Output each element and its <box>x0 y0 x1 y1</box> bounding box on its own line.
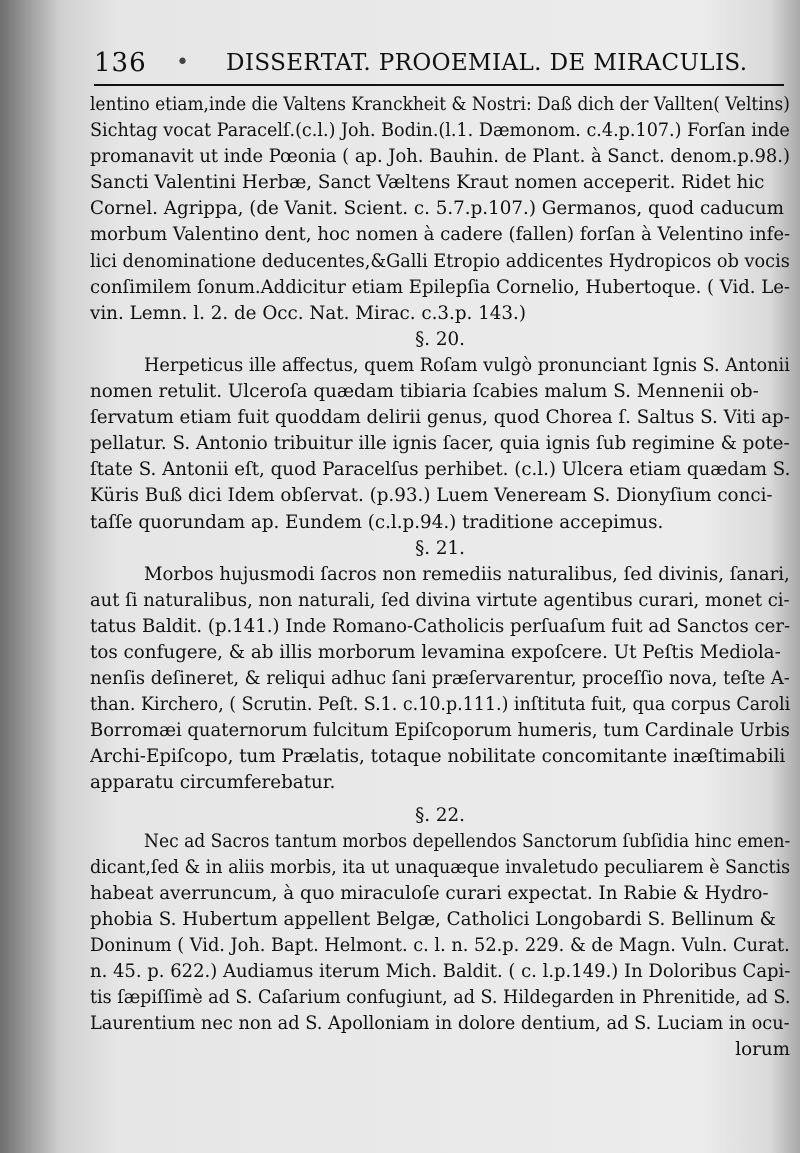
text-line: tatus Baldit. (p.141.) Inde Romano-Catholicis perſuaſum fuit ad Sanctos cer- <box>90 615 790 637</box>
text-line: Doninum ( Vid. Joh. Bapt. Helmont. c. l. n. 52.p. 229. & de Magn. Vuln. Curat. <box>90 935 790 956</box>
text-line: phobia S. Hubertum appellent Belgæ, Catholici Longobardi S. Bellinum & <box>90 908 776 930</box>
text-line: lici denominatione deducentes,&Galli Etropio addicentes Hydropicos ob vocis <box>90 250 790 272</box>
text-line: tis ſæpiſſimè ad S. Caſarium confugiunt, ad S. Hildegarden in Phrenitide, ad S. <box>90 987 790 1009</box>
text-line: conſimilem ſonum.Addicitur etiam Epilepſia Cornelio, Hubertoque. ( Vid. Le- <box>90 276 790 298</box>
catchword: lorum <box>735 1039 790 1061</box>
paragraph <box>90 829 790 1038</box>
section-heading: §. 22. <box>415 804 465 826</box>
section-heading: §. 20. <box>415 328 465 350</box>
text-line: Borromæi quaternorum fulcitum Epiſcoporum humeris, tum Cardinale Urbis <box>90 720 790 742</box>
text-line: Nec ad Sacros tantum morbos depellendos Sanctorum ſubſidia hinc emen- <box>144 830 790 852</box>
text-line: taſſe quorundam ap. Eundem (c.l.p.94.) traditione accepimus. <box>90 511 664 533</box>
page-header <box>94 44 784 86</box>
paragraph <box>90 353 790 536</box>
text-line: Sichtag vocat Paracelſ.(c.l.) Joh. Bodin.(l.1. Dæmonom. c.4.p.107.) Forſan inde <box>90 120 790 142</box>
text-line: Archi-Epiſcopo, tum Prælatis, totaque nobilitate concomitante inæſtimabili <box>90 746 786 768</box>
text-line: aut ſi naturalibus, non naturali, ſed divina virtute agentibus curari, monet ci- <box>90 589 790 611</box>
paragraph <box>90 92 790 327</box>
text-line: pellatur. S. Antonio tribuitur ille ignis ſacer, quia ignis ſub regimine & pote- <box>90 433 790 455</box>
text-line: vin. Lemn. l. 2. de Occ. Nat. Mirac. c.3.p. 143.) <box>90 302 526 324</box>
text-line: n. 45. p. 622.) Audiamus iterum Mich. Baldit. ( c. l.p.149.) In Doloribus Capi- <box>90 961 790 983</box>
text-line: Herpeticus ille affectus, quem Roſam vulgò pronunciant Ignis S. Antonii <box>144 354 790 376</box>
running-title: DISSERTAT. PROOEMIAL. DE MIRACULIS. <box>226 50 748 76</box>
text-line: nomen retulit. Ulceroſa quædam tibiaria ſcabies malum S. Mennenii ob- <box>90 381 759 403</box>
header-separator: • <box>176 50 189 75</box>
text-line: ſervatum etiam fuit quoddam delirii genus, quod Chorea ſ. Saltus S. Viti ap- <box>90 407 790 429</box>
paragraph <box>90 562 790 797</box>
text-line: lentino etiam,inde die Valtens Kranckheit & Nostri: Daß dich der Vallten( Veltins) <box>90 94 790 115</box>
text-line: Sancti Valentini Herbæ, Sanct Væltens Kraut nomen acceperit. Ridet hic <box>90 172 765 194</box>
text-line: tos confugere, & ab illis morborum levamina expoſcere. Ut Peſtis Mediola- <box>90 641 781 663</box>
text-line: morbum Valentino dent, hoc nomen à cadere (fallen) forſan à Velentino infe- <box>90 224 790 246</box>
text-line: dicant,ſed & in aliis morbis, ita ut unaquæque invaletudo peculiarem è Sanctis <box>90 856 790 878</box>
text-line: Cornel. Agrippa, (de Vanit. Scient. c. 5.7.p.107.) Germanos, quod caducum <box>90 198 784 220</box>
text-line: Morbos hujusmodi ſacros non remediis naturalibus, ſed divinis, ſanari, <box>144 563 790 585</box>
text-line: nenſis deſineret, & reliqui adhuc ſani præſervarentur, proceſſio nova, teſte A- <box>90 668 790 690</box>
text-line: apparatu circumferebatur. <box>90 772 336 794</box>
text-line: than. Kirchero, ( Scrutin. Peſt. S.1. c.10.p.111.) inſtituta fuit, qua corpus Caroli <box>90 694 790 716</box>
text-line: Küris Buß dici Idem obſervat. (p.93.) Luem Veneream S. Dionyſium conci- <box>90 485 773 507</box>
book-page <box>70 28 792 1138</box>
text-line: promanavit ut inde Pœonia ( ap. Joh. Bauhin. de Plant. à Sanct. denom.p.98.) <box>90 146 790 168</box>
body-text <box>90 92 790 1063</box>
page-number: 136 <box>94 48 147 78</box>
text-line: Laurentium nec non ad S. Apolloniam in dolore dentium, ad S. Luciam in ocu- <box>90 1013 790 1035</box>
text-line: habeat averruncum, à quo miraculoſe curari expectat. In Rabie & Hydro- <box>90 882 769 904</box>
text-line: ſtate S. Antonii eſt, quod Paracelſus perhibet. (c.l.) Ulcera etiam quædam S. <box>90 459 790 481</box>
section-heading: §. 21. <box>415 537 465 559</box>
